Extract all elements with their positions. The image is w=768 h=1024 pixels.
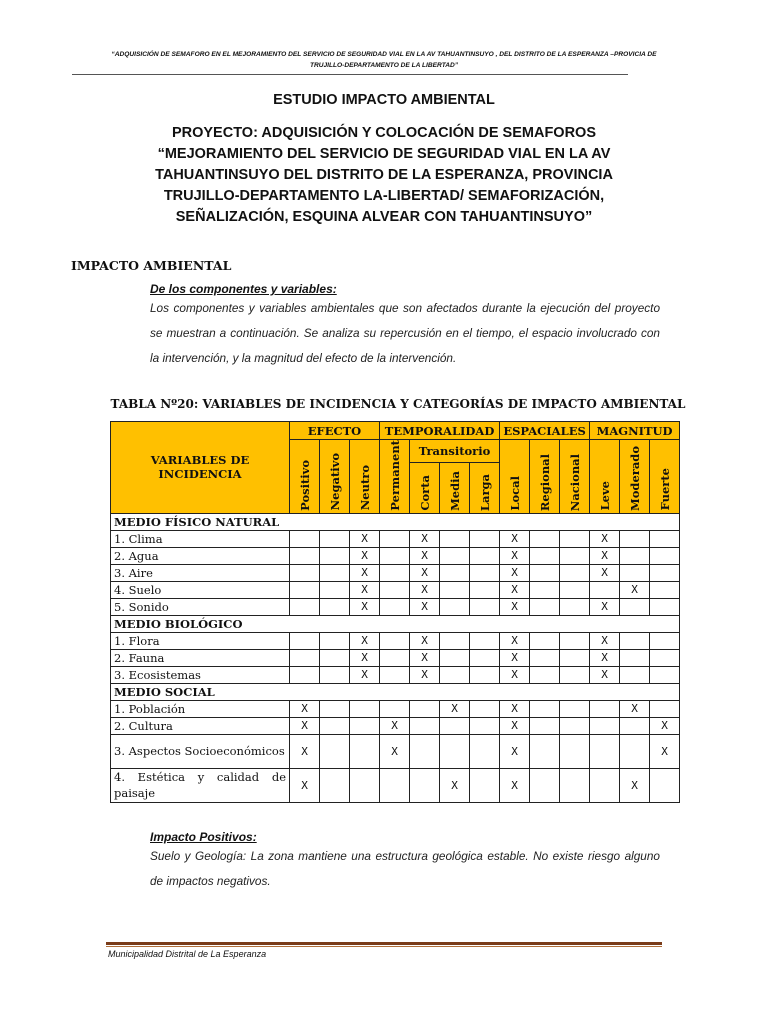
mark-cell-leve — [590, 734, 620, 768]
mark-cell-media — [440, 564, 470, 581]
mark-cell-corta: X — [410, 564, 440, 581]
mark-cell-moderado — [620, 666, 650, 683]
project-title-line-2: “MEJORAMIENTO DEL SERVICIO DE SEGURIDAD VIAL EN LA AV — [157, 146, 611, 162]
mark-cell-regional — [530, 581, 560, 598]
table-row — [111, 530, 680, 547]
footer-text: Municipalidad Distrital de La Esperanza — [108, 949, 267, 959]
mark-cell-corta: X — [410, 632, 440, 649]
mark-cell-nacional — [560, 666, 590, 683]
category-biologico: MEDIO BIOLÓGICO — [111, 615, 680, 632]
mark-cell-permanent: X — [380, 717, 410, 734]
mark-cell-moderado — [620, 717, 650, 734]
mark-cell-fuerte — [650, 564, 680, 581]
project-title-line-4: TRUJILLO-DEPARTAMENTO LA-LIBERTAD/ SEMAFORIZACIÓN, — [163, 188, 605, 204]
mark-cell-neutro: X — [350, 666, 380, 683]
mark-cell-corta: X — [410, 547, 440, 564]
mark-cell-moderado — [620, 734, 650, 768]
col-regional: Regional — [530, 440, 560, 514]
mark-cell-neutro: X — [350, 598, 380, 615]
header-magnitud: MAGNITUD — [590, 422, 680, 440]
project-title-line-5: SEÑALIZACIÓN, ESQUINA ALVEAR CON TAHUANTINSUYO” — [175, 209, 593, 225]
mark-cell-neutro — [350, 734, 380, 768]
mark-cell-corta — [410, 717, 440, 734]
mark-cell-neutro — [350, 700, 380, 717]
mark-cell-regional — [530, 598, 560, 615]
impact-table — [110, 421, 680, 803]
mark-cell-negativo — [320, 649, 350, 666]
positive-impact-paragraph: Suelo y Geología: La zona mantiene una estructura geológica estable. No existe riesgo alguno de impactos negativos. — [150, 849, 660, 888]
mark-cell-positivo — [290, 666, 320, 683]
mark-cell-larga — [470, 700, 500, 717]
table-row — [111, 700, 680, 717]
mark-cell-negativo — [320, 632, 350, 649]
mark-cell-neutro — [350, 717, 380, 734]
mark-cell-local: X — [500, 734, 530, 768]
mark-cell-leve — [590, 768, 620, 802]
mark-cell-leve: X — [590, 632, 620, 649]
mark-cell-corta: X — [410, 649, 440, 666]
mark-cell-larga — [470, 547, 500, 564]
row-label: 2. Fauna — [111, 649, 290, 666]
page-title: ESTUDIO IMPACTO AMBIENTAL — [273, 92, 495, 108]
mark-cell-neutro: X — [350, 632, 380, 649]
mark-cell-regional — [530, 734, 560, 768]
table-row — [111, 734, 680, 768]
table-row — [111, 768, 680, 802]
col-fuerte: Fuerte — [650, 440, 680, 514]
header-efecto: EFECTO — [290, 422, 380, 440]
positive-impact-title: Impacto Positivos: — [150, 830, 257, 844]
mark-cell-negativo — [320, 717, 350, 734]
mark-cell-corta: X — [410, 598, 440, 615]
section-subtitle: De los componentes y variables: — [150, 282, 337, 296]
mark-cell-larga — [470, 632, 500, 649]
mark-cell-local: X — [500, 649, 530, 666]
mark-cell-larga — [470, 734, 500, 768]
mark-cell-larga — [470, 598, 500, 615]
mark-cell-larga — [470, 666, 500, 683]
header-transitorio: Transitorio — [410, 440, 500, 463]
category-social: MEDIO SOCIAL — [111, 683, 680, 700]
mark-cell-permanent: X — [380, 734, 410, 768]
mark-cell-neutro: X — [350, 530, 380, 547]
mark-cell-moderado — [620, 649, 650, 666]
mark-cell-fuerte — [650, 666, 680, 683]
col-leve: Leve — [590, 440, 620, 514]
mark-cell-local: X — [500, 564, 530, 581]
mark-cell-negativo — [320, 547, 350, 564]
running-header-line-1: “ADQUISICIÓN DE SEMAFORO EN EL MEJORAMIENTO DEL SERVICIO DE SEGURIDAD VIAL EN LA AV TAHUANTINSUYO , DEL DISTRITO DE LA ESPERANZA –PROVICIA DE — [111, 51, 657, 58]
mark-cell-local: X — [500, 768, 530, 802]
mark-cell-nacional — [560, 547, 590, 564]
mark-cell-positivo — [290, 632, 320, 649]
mark-cell-negativo — [320, 734, 350, 768]
mark-cell-media — [440, 530, 470, 547]
mark-cell-regional — [530, 666, 560, 683]
mark-cell-leve: X — [590, 530, 620, 547]
mark-cell-fuerte: X — [650, 717, 680, 734]
mark-cell-negativo — [320, 564, 350, 581]
header-rule — [72, 74, 628, 75]
mark-cell-corta: X — [410, 530, 440, 547]
row-label: 1. Población — [111, 700, 290, 717]
col-negativo: Negativo — [320, 440, 350, 514]
mark-cell-moderado — [620, 564, 650, 581]
mark-cell-local: X — [500, 632, 530, 649]
mark-cell-permanent — [380, 547, 410, 564]
mark-cell-larga — [470, 564, 500, 581]
mark-cell-larga — [470, 717, 500, 734]
running-header-line-2: TRUJILLO-DEPARTAMENTO DE LA LIBERTAD” — [309, 62, 459, 69]
mark-cell-permanent — [380, 581, 410, 598]
mark-cell-regional — [530, 700, 560, 717]
mark-cell-media — [440, 717, 470, 734]
mark-cell-permanent — [380, 700, 410, 717]
table-row — [111, 632, 680, 649]
mark-cell-media — [440, 598, 470, 615]
mark-cell-leve: X — [590, 564, 620, 581]
col-positivo: Positivo — [290, 440, 320, 514]
row-label: 3. Aspectos Socioeconómicos — [111, 734, 290, 768]
mark-cell-regional — [530, 530, 560, 547]
header-variables: VARIABLES DE INCIDENCIA — [111, 422, 290, 514]
mark-cell-media — [440, 666, 470, 683]
mark-cell-moderado — [620, 530, 650, 547]
mark-cell-local: X — [500, 717, 530, 734]
row-label: 3. Ecosistemas — [111, 666, 290, 683]
mark-cell-fuerte — [650, 700, 680, 717]
mark-cell-local: X — [500, 666, 530, 683]
mark-cell-leve: X — [590, 666, 620, 683]
mark-cell-fuerte — [650, 598, 680, 615]
mark-cell-fuerte — [650, 581, 680, 598]
col-permanent: Permanent — [380, 440, 410, 514]
mark-cell-negativo — [320, 581, 350, 598]
table-row — [111, 547, 680, 564]
mark-cell-positivo — [290, 547, 320, 564]
mark-cell-positivo — [290, 564, 320, 581]
col-moderado: Moderado — [620, 440, 650, 514]
mark-cell-negativo — [320, 700, 350, 717]
mark-cell-nacional — [560, 564, 590, 581]
mark-cell-media — [440, 632, 470, 649]
mark-cell-neutro: X — [350, 547, 380, 564]
row-label: 1. Flora — [111, 632, 290, 649]
mark-cell-negativo — [320, 598, 350, 615]
mark-cell-nacional — [560, 700, 590, 717]
mark-cell-nacional — [560, 530, 590, 547]
mark-cell-moderado: X — [620, 700, 650, 717]
footer-rule — [106, 942, 662, 945]
mark-cell-fuerte — [650, 530, 680, 547]
mark-cell-positivo: X — [290, 768, 320, 802]
mark-cell-nacional — [560, 632, 590, 649]
mark-cell-permanent — [380, 768, 410, 802]
header-temporalidad: TEMPORALIDAD — [380, 422, 500, 440]
mark-cell-moderado — [620, 547, 650, 564]
row-label: 2. Cultura — [111, 717, 290, 734]
table-row — [111, 598, 680, 615]
table-row — [111, 666, 680, 683]
mark-cell-larga — [470, 768, 500, 802]
mark-cell-permanent — [380, 666, 410, 683]
mark-cell-leve — [590, 717, 620, 734]
mark-cell-permanent — [380, 649, 410, 666]
col-local: Local — [500, 440, 530, 514]
mark-cell-corta — [410, 734, 440, 768]
col-neutro: Neutro — [350, 440, 380, 514]
mark-cell-positivo — [290, 530, 320, 547]
mark-cell-regional — [530, 649, 560, 666]
mark-cell-nacional — [560, 649, 590, 666]
mark-cell-corta: X — [410, 666, 440, 683]
mark-cell-positivo — [290, 649, 320, 666]
mark-cell-media: X — [440, 700, 470, 717]
mark-cell-local: X — [500, 547, 530, 564]
col-media: Media — [440, 463, 470, 513]
mark-cell-neutro — [350, 768, 380, 802]
mark-cell-permanent — [380, 564, 410, 581]
row-label: 1. Clima — [111, 530, 290, 547]
footer-rule-thin — [106, 946, 662, 947]
row-label: 3. Aire — [111, 564, 290, 581]
mark-cell-media — [440, 581, 470, 598]
mark-cell-fuerte — [650, 547, 680, 564]
mark-cell-leve — [590, 700, 620, 717]
mark-cell-nacional — [560, 717, 590, 734]
mark-cell-larga — [470, 530, 500, 547]
mark-cell-negativo — [320, 666, 350, 683]
mark-cell-leve: X — [590, 547, 620, 564]
mark-cell-corta — [410, 700, 440, 717]
mark-cell-regional — [530, 547, 560, 564]
mark-cell-corta: X — [410, 581, 440, 598]
mark-cell-positivo — [290, 598, 320, 615]
section-paragraph: Los componentes y variables ambientales que son afectados durante la ejecución del proyecto se muestran a continuación. Se analiza su repercusión en el tiempo, el espacio involucrado con la intervención, y la magnitud del efecto de la intervención. — [150, 301, 660, 365]
mark-cell-local: X — [500, 598, 530, 615]
mark-cell-corta — [410, 768, 440, 802]
mark-cell-fuerte: X — [650, 734, 680, 768]
col-nacional: Nacional — [560, 440, 590, 514]
mark-cell-regional — [530, 632, 560, 649]
mark-cell-fuerte — [650, 632, 680, 649]
row-label: 4. Estética y calidad de paisaje — [111, 768, 290, 802]
row-label: 2. Agua — [111, 547, 290, 564]
mark-cell-moderado: X — [620, 768, 650, 802]
mark-cell-regional — [530, 768, 560, 802]
mark-cell-neutro: X — [350, 649, 380, 666]
mark-cell-regional — [530, 717, 560, 734]
project-title — [60, 123, 708, 228]
mark-cell-media — [440, 734, 470, 768]
mark-cell-local: X — [500, 700, 530, 717]
table-caption: TABLA Nº20: VARIABLES DE INCIDENCIA Y CATEGORÍAS DE IMPACTO AMBIENTAL — [110, 397, 686, 411]
table-row — [111, 717, 680, 734]
mark-cell-moderado: X — [620, 581, 650, 598]
project-title-line-1: PROYECTO: ADQUISICIÓN Y COLOCACIÓN DE SEMAFOROS — [171, 125, 597, 141]
mark-cell-leve: X — [590, 598, 620, 615]
mark-cell-leve — [590, 581, 620, 598]
mark-cell-fuerte — [650, 768, 680, 802]
row-label: 5. Sonido — [111, 598, 290, 615]
header-espaciales: ESPACIALES — [500, 422, 590, 440]
mark-cell-permanent — [380, 530, 410, 547]
mark-cell-nacional — [560, 734, 590, 768]
category-fisico: MEDIO FÍSICO NATURAL — [111, 513, 680, 530]
mark-cell-nacional — [560, 598, 590, 615]
mark-cell-local: X — [500, 581, 530, 598]
mark-cell-negativo — [320, 768, 350, 802]
mark-cell-nacional — [560, 768, 590, 802]
mark-cell-positivo — [290, 581, 320, 598]
mark-cell-media: X — [440, 768, 470, 802]
mark-cell-permanent — [380, 632, 410, 649]
mark-cell-moderado — [620, 632, 650, 649]
mark-cell-local: X — [500, 530, 530, 547]
row-label: 4. Suelo — [111, 581, 290, 598]
mark-cell-positivo: X — [290, 700, 320, 717]
mark-cell-fuerte — [650, 649, 680, 666]
table-row — [111, 649, 680, 666]
mark-cell-leve: X — [590, 649, 620, 666]
col-corta: Corta — [410, 463, 440, 513]
mark-cell-permanent — [380, 598, 410, 615]
mark-cell-larga — [470, 649, 500, 666]
col-larga: Larga — [470, 463, 500, 513]
mark-cell-neutro: X — [350, 564, 380, 581]
mark-cell-negativo — [320, 530, 350, 547]
table-row — [111, 581, 680, 598]
mark-cell-positivo: X — [290, 734, 320, 768]
mark-cell-neutro: X — [350, 581, 380, 598]
running-header — [78, 49, 690, 71]
table-row — [111, 564, 680, 581]
mark-cell-larga — [470, 581, 500, 598]
section-title: IMPACTO AMBIENTAL — [71, 258, 232, 273]
mark-cell-moderado — [620, 598, 650, 615]
mark-cell-nacional — [560, 581, 590, 598]
mark-cell-regional — [530, 564, 560, 581]
project-title-line-3: TAHUANTINSUYO DEL DISTRITO DE LA ESPERANZA, PROVINCIA — [155, 167, 613, 183]
mark-cell-positivo: X — [290, 717, 320, 734]
mark-cell-media — [440, 547, 470, 564]
mark-cell-media — [440, 649, 470, 666]
